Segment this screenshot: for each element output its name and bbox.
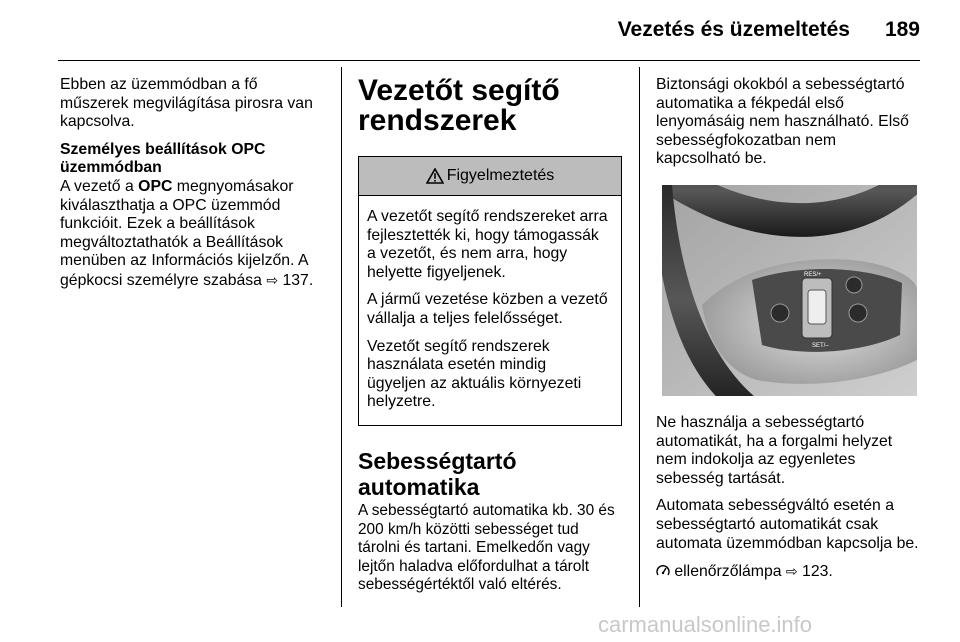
warning-text-3: Vezetőt segítő rendszerek használata esetén mindig ügyeljen az aktuális környezeti helyzetre. [367, 337, 582, 411]
warning-box [358, 156, 622, 426]
warning-title: Figyelmeztetés [446, 166, 555, 184]
warning-triangle-icon [426, 168, 444, 184]
page-reference[interactable]: 123. [802, 563, 833, 581]
text-run: A vezető a [60, 177, 139, 195]
column-divider-right [639, 67, 640, 607]
header-title: Vezetés és üzemeltetés [617, 18, 850, 41]
text-run: ellenőrzőlámpa [670, 563, 786, 581]
column-middle [358, 76, 623, 595]
opc-button-label: OPC [138, 177, 173, 195]
watermark: carmanualsonline.info [598, 612, 813, 637]
subsection-title-cruise-control: Sebességtartó automatika [358, 447, 517, 500]
warning-text-1: A vezetőt segítő rendszereket arra fejlesztették ki, hogy támogassák a vezetőt, és nem arra, hogy helyette figyeljenek. [367, 208, 608, 281]
page-reference-arrow-icon: ⇨ [785, 563, 798, 580]
header-rule [58, 60, 920, 61]
wheel-label-set: SET/– [812, 342, 829, 349]
subheading-personal-settings: Személyes beállítások OPC üzemmódban [60, 140, 266, 177]
page-reference-arrow-icon: ⇨ [266, 271, 279, 288]
paragraph-cruise-control-range: A sebességtartó automatika kb. 30 és 200 km/h közötti sebességet tud tárolni és tartani. Emelkedőn vagy lejtőn haladva előfordulhat a tárolt sebességértéktől való eltérés. [358, 501, 615, 594]
column-right [656, 76, 921, 582]
paragraph-indicator-lamp [656, 562, 921, 582]
paragraph-opc-settings [60, 178, 330, 291]
column-divider-left [341, 67, 342, 607]
paragraph-opc-lighting: Ebben az üzemmódban a fő műszerek megvilágítása pirosra van kapcsolva. [60, 76, 313, 131]
wheel-label-res: RES/+ [804, 271, 822, 278]
page-reference[interactable]: 137. [282, 271, 314, 289]
page-number: 189 [884, 18, 920, 41]
cruise-control-icon [656, 563, 670, 580]
warning-header [359, 157, 621, 196]
paragraph-automatic-gearbox: Automata sebességváltó esetén a sebességtartó automatikát csak automata üzemmódban kapcsolja be. [656, 497, 919, 552]
steering-wheel-photo [662, 185, 917, 396]
warning-body [359, 196, 621, 425]
paragraph-safety: Biztonsági okokból a sebességtartó automatika a fékpedál első lenyomásáig nem használható. Első sebességfokozatban nem kapcsolható be. [656, 76, 909, 168]
paragraph-traffic-warning: Ne használja a sebességtartó automatikát, ha a forgalmi helyzet nem indokolja az egyenletes sebesség tartását. [656, 413, 893, 487]
text-run: megnyomásakor kiválaszthatja a OPC üzemmód funkcióit. Ezek a beállítások megváltoztathatók a Beállítások menüben az Információs kijelzőn. A gépkocsi személyre szabása [60, 177, 309, 289]
warning-text-2: A jármű vezetése közben a vezető vállalja a teljes felelősséget. [367, 291, 608, 327]
column-left [60, 76, 330, 291]
section-title: Vezetőt segítő rendszerek [358, 74, 560, 137]
